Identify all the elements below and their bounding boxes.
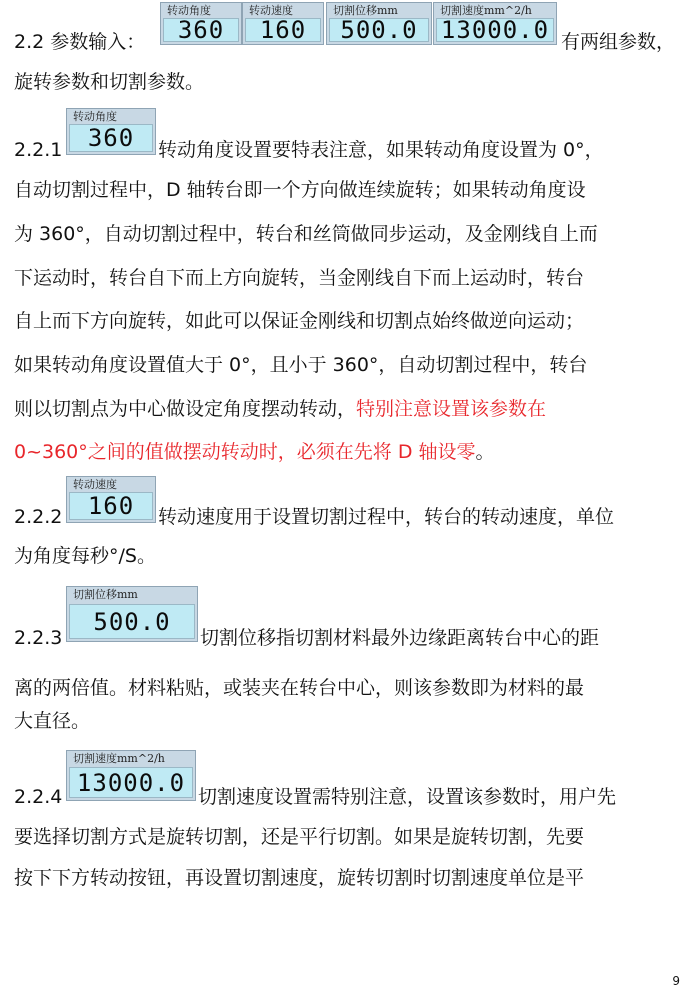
text: 有两组参数， <box>561 31 676 53</box>
s3-line-1 <box>14 674 584 702</box>
param-value: 13000.0 <box>440 16 550 44</box>
param-value-box <box>69 604 195 639</box>
param-value-box <box>245 18 321 42</box>
section-2-2-tail <box>561 28 675 56</box>
s3-line-2 <box>14 707 90 735</box>
param-value: 500.0 <box>340 16 418 44</box>
text: 转动速度用于设置切割过程中，转台的转动速度，单位 <box>158 506 615 528</box>
param-value-box <box>69 492 153 520</box>
s1-number <box>14 136 62 164</box>
param-label: 转动速度 <box>249 4 293 17</box>
warning-text: 0~360°之间的值做摆动转动时，必须在先将 D 轴设零 <box>14 441 476 463</box>
text: 自动切割过程中，D 轴转台即一个方向做连续旋转；如果转动角度设 <box>14 179 586 201</box>
text: 则以切割点为中心做设定角度摆动转动， <box>14 398 357 420</box>
param-panel-cut-displacement <box>66 586 198 642</box>
text: 自上而下方向旋转，如此可以保证金刚线和切割点始终做逆向运动； <box>14 310 585 332</box>
param-panel-rotation-angle <box>160 2 242 45</box>
s3-number <box>14 624 62 652</box>
param-value: 160 <box>87 492 135 520</box>
param-value-box <box>69 124 153 152</box>
section-number: 2.2 <box>14 31 45 53</box>
s1-line-3 <box>14 264 584 292</box>
param-panel-cut-displacement <box>326 2 432 45</box>
param-value-box <box>329 18 429 42</box>
s4-line-1 <box>14 823 584 851</box>
param-panel-rotation-speed <box>66 476 156 523</box>
param-label: 切割速度mm^2/h <box>440 4 532 17</box>
param-value: 13000.0 <box>76 768 186 797</box>
s1-line-5 <box>14 351 587 379</box>
subsection-number: 2.2.3 <box>14 627 63 649</box>
s4-line-2 <box>14 864 584 892</box>
param-value: 360 <box>177 16 225 44</box>
text: 要选择切割方式是旋转切割，还是平行切割。如果是旋转切割，先要 <box>14 826 585 848</box>
param-label: 转动角度 <box>73 110 117 123</box>
param-label: 转动速度 <box>73 478 117 491</box>
s4-number <box>14 783 62 811</box>
param-value-box <box>69 767 193 798</box>
section-2-2-line2 <box>14 68 204 96</box>
param-value: 360 <box>87 124 135 152</box>
text: 下运动时，转台自下而上方向旋转，当金刚线自下而上运动时，转台 <box>14 267 585 289</box>
text: 。 <box>475 441 495 463</box>
param-label: 切割位移mm <box>333 4 398 17</box>
s1-line-6 <box>14 395 546 423</box>
section-title: 参数输入： <box>50 31 146 53</box>
param-value-box <box>163 18 239 42</box>
s2-number <box>14 503 62 531</box>
s3-line-0 <box>200 624 599 652</box>
s4-line-0 <box>198 783 616 811</box>
param-panel-cut-speed <box>66 750 196 801</box>
s2-line-0 <box>158 503 614 531</box>
subsection-number: 2.2.4 <box>14 786 63 808</box>
param-panel-cut-speed <box>433 2 557 45</box>
page-number: 9 <box>672 974 680 988</box>
subsection-number: 2.2.2 <box>14 506 63 528</box>
s1-line-0 <box>158 136 604 164</box>
text: 如果转动角度设置值大于 0°，且小于 360°，自动切割过程中，转台 <box>14 354 588 376</box>
param-value: 160 <box>259 16 307 44</box>
param-panel-rotation-angle <box>66 108 156 155</box>
s1-line-1 <box>14 176 586 204</box>
text: 转动角度设置要特表注意，如果转动角度设置为 0°， <box>158 139 604 161</box>
text: 为角度每秒°/S。 <box>14 545 156 567</box>
text: 为 360°，自动切割过程中，转台和丝筒做同步运动，及金刚线自上而 <box>14 223 598 245</box>
param-label: 转动角度 <box>167 4 211 17</box>
s1-line-7 <box>14 438 495 466</box>
s1-line-4 <box>14 307 584 335</box>
text: 旋转参数和切割参数。 <box>14 71 205 93</box>
param-value-box <box>436 18 554 42</box>
text: 按下下方转动按钮，再设置切割速度，旋转切割时切割速度单位是平 <box>14 867 585 889</box>
text: 切割速度设置需特别注意，设置该参数时，用户先 <box>198 786 617 808</box>
param-label: 切割速度mm^2/h <box>73 752 165 765</box>
text: 大直径。 <box>14 710 91 732</box>
subsection-number: 2.2.1 <box>14 139 63 161</box>
param-panel-rotation-speed <box>242 2 324 45</box>
text: 切割位移指切割材料最外边缘距离转台中心的距 <box>200 627 600 649</box>
warning-text: 特别注意设置该参数在 <box>356 398 547 420</box>
s1-line-2 <box>14 220 598 248</box>
param-value: 500.0 <box>93 607 171 636</box>
text: 离的两倍值。材料粘贴，或装夹在转台中心，则该参数即为材料的最 <box>14 677 585 699</box>
param-label: 切割位移mm <box>73 588 138 601</box>
s2-line-1 <box>14 542 156 570</box>
section-2-2-heading <box>14 28 145 56</box>
